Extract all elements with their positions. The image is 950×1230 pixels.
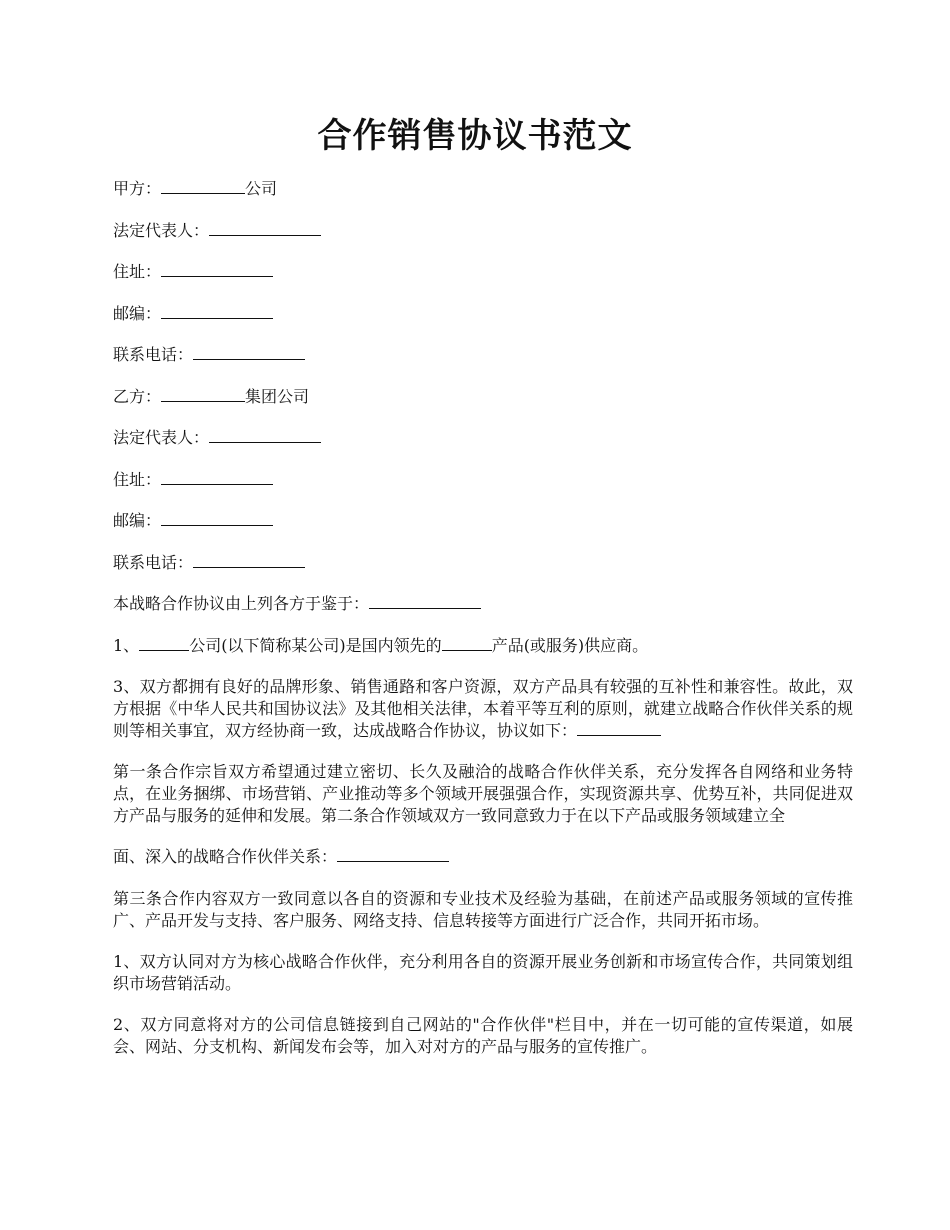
party-b-postcode: 邮编：: [113, 510, 853, 532]
clause-1: 1、 公司(以下简称某公司)是国内领先的 产品(或服务)供应商。: [113, 635, 649, 655]
article-3-item-2: 2、双方同意将对方的公司信息链接到自己网站的"合作伙伴"栏目中，并在一切可能的宣传渠道，如展会、网站、分支机构、新闻发布会等，加入对对方的产品与服务的宣传推广。: [113, 1014, 853, 1056]
document-body: [113, 178, 853, 1077]
article-3-item-1: 1、双方认同对方为核心战略合作伙伴，充分利用各自的资源开展业务创新和市场宣传合作，共同策划组织市场营销活动。: [113, 951, 853, 993]
blank-field: [161, 386, 245, 402]
party-b-name: 乙方： 集团公司: [113, 386, 310, 406]
clause-3: 3、双方都拥有良好的品牌形象、销售通路和客户资源，双方产品具有较强的互补性和兼容性。故此，双方根据《中华人民共和国协议法》及其他相关法律，本着平等互利的原则，就建立战略合作伙伴关系的规则等相关事宜，双方经协商一致，达成战略合作协议，协议如下：: [113, 677, 853, 740]
agreement-intro: 本战略合作协议由上列各方于鉴于：: [113, 593, 853, 615]
blank-field: [161, 469, 273, 485]
blank-field: [193, 552, 305, 568]
blank-field: [161, 303, 273, 319]
blank-field: [442, 635, 492, 651]
blank-field: [161, 178, 245, 194]
blank-field: [209, 220, 321, 236]
blank-field: [337, 846, 449, 862]
article-1: 第一条合作宗旨双方希望通过建立密切、长久及融洽的战略合作伙伴关系，充分发挥各自网络和业务特点，在业务捆绑、市场营销、产业推动等多个领域开展强强合作，实现资源共享、优势互补，共同促进双方产品与服务的延伸和发展。第二条合作领域双方一致同意致力于在以下产品或服务领域建立全: [113, 762, 853, 825]
party-b-representative: 法定代表人：: [113, 427, 853, 449]
party-b-address: 住址：: [113, 469, 853, 491]
party-a-name: 甲方： 公司: [113, 179, 278, 198]
blank-field: [161, 510, 273, 526]
party-a-phone: 联系电话：: [113, 344, 853, 366]
party-a-representative: 法定代表人：: [113, 220, 853, 242]
blank-field: [209, 427, 321, 443]
blank-field: [193, 344, 305, 360]
party-a-postcode: 邮编：: [113, 303, 853, 325]
article-2-continuation: 面、深入的战略合作伙伴关系：: [113, 846, 853, 868]
blank-field: [139, 635, 189, 651]
blank-field: [369, 593, 481, 609]
document-title: 合作销售协议书范文: [317, 116, 633, 156]
party-a-address: 住址：: [113, 261, 853, 283]
article-3: 第三条合作内容双方一致同意以各自的资源和专业技术及经验为基础，在前述产品或服务领域的宣传推广、产品开发与支持、客户服务、网络支持、信息转接等方面进行广泛合作，共同开拓市场。: [113, 888, 853, 930]
blank-field: [577, 720, 661, 736]
party-b-phone: 联系电话：: [113, 552, 853, 574]
blank-field: [161, 261, 273, 277]
